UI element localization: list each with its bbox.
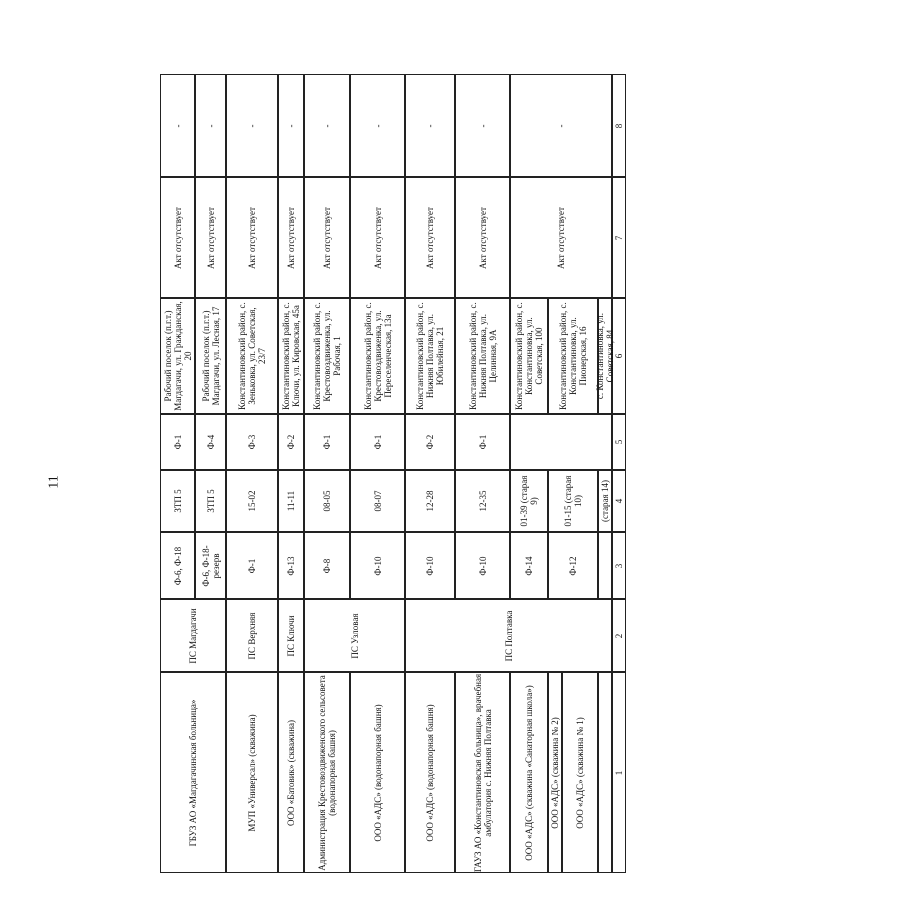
header-cell-8-text: 8 <box>613 123 624 128</box>
substation-poltavka <box>405 599 612 672</box>
address-cell-text: Константиновский район, с. Нижняя Полтавка, ул. Юбилейная, 21 <box>414 302 446 410</box>
tp-cell <box>455 470 510 532</box>
feeder-cell-text: Ф-10 <box>477 555 488 576</box>
note-cell <box>160 74 195 177</box>
consumer-cell <box>455 672 510 873</box>
note-cell <box>405 74 455 177</box>
line-cell <box>160 414 195 470</box>
feeder-cell <box>278 532 304 599</box>
tp-cell-text: 08-07 <box>372 490 383 512</box>
feeder-cell <box>160 532 195 599</box>
tp-cell-text: 12-28 <box>424 490 435 512</box>
note-cell-text: - <box>246 124 257 127</box>
note-cell <box>455 74 510 177</box>
feeder-cell <box>350 532 405 599</box>
substation-cell <box>278 599 304 672</box>
substation-cell-text: ПС Ключи <box>285 615 296 656</box>
consumer-cell-text: ООО «АДС» (водонапорная башня) <box>424 703 435 842</box>
act-cell-text: Акт отсутствует <box>285 206 296 269</box>
note-cell-text: - <box>372 124 383 127</box>
address-cell <box>160 298 195 414</box>
feeder-cell-text: Ф-10 <box>424 555 435 576</box>
address-cell <box>350 298 405 414</box>
act-cell <box>160 177 195 298</box>
line-cell-text: Ф-3 <box>246 434 257 450</box>
consumer-cell-text: ООО «Батовик» (скважина) <box>285 719 296 826</box>
header-cell-7-text: 7 <box>613 235 624 240</box>
consumer-cell <box>562 672 598 873</box>
note-cell-text: - <box>555 124 566 127</box>
consumer-cell <box>405 672 455 873</box>
address-cell-text: Константиновский район, с. Крестовоздвиженка, ул. Рабочая, 1 <box>311 302 343 410</box>
page-number: 11 <box>46 475 62 489</box>
feeder-cell-text: Ф-8 <box>321 558 332 573</box>
header-cell-6-text: 6 <box>613 353 624 359</box>
address-cell-text: Рабочий поселок (п.г.т.) Магдагачи, ул. Лесная, 17 <box>200 306 221 406</box>
header-cell-2-text: 2 <box>613 633 624 638</box>
header-cell-4 <box>612 470 626 532</box>
consumer-cell-text: ООО «АДС» (водонапорная башня) <box>372 703 383 842</box>
substation-poltavka-text: ПС Полтавка <box>503 610 514 661</box>
address-cell-text: с. Константиновка, ул. Советская, 84 <box>594 312 615 400</box>
tp-cell <box>304 470 350 532</box>
act-cell-text: Акт отсутствует <box>246 206 257 269</box>
line-cell <box>350 414 405 470</box>
tp-cell-text: ЗТП 5 <box>172 489 183 513</box>
address-cell <box>226 298 278 414</box>
note-cell <box>226 74 278 177</box>
line-cell-text: Ф-1 <box>477 434 488 450</box>
address-cell <box>594 298 615 414</box>
line-cell-text: Ф-4 <box>205 434 216 450</box>
line-cell <box>510 414 612 470</box>
feeder-cell-text: Ф-13 <box>285 555 296 576</box>
feeder-cell <box>226 532 278 599</box>
feeder-cell <box>304 532 350 599</box>
tp-cell-text: (старая 14) <box>599 480 610 522</box>
note-cell <box>195 74 226 177</box>
consumer-cell-text: ГБУЗ АО «Магдагачинская больница» <box>187 699 198 846</box>
act-cell <box>278 177 304 298</box>
header-cell-5-text: 5 <box>613 439 624 445</box>
line-cell <box>405 414 455 470</box>
consumer-cell-text: ГАУЗ АО «Константиновская больница», врачебная амбулатория с. Нижняя Полтавка <box>472 673 493 872</box>
line-cell-text: Ф-2 <box>285 434 296 450</box>
tp-cell <box>226 470 278 532</box>
line-cell <box>455 414 510 470</box>
note-cell <box>278 74 304 177</box>
address-cell <box>278 298 304 414</box>
note-cell-text: - <box>477 124 488 127</box>
feeder-cell-text: Ф-10 <box>372 555 383 576</box>
act-cell <box>405 177 455 298</box>
substation-uzlovaya-text: ПС Узловая <box>349 612 360 659</box>
tp-cell-text: 11-11 <box>285 490 296 512</box>
header-cell-3-text: 3 <box>613 563 624 568</box>
consumer-cell <box>278 672 304 873</box>
consumer-cell <box>350 672 405 873</box>
feeder-cell <box>548 532 598 599</box>
header-cell-1 <box>612 672 626 873</box>
feeder-cell-text: Ф-1 <box>246 558 257 573</box>
address-cell <box>304 298 350 414</box>
line-cell <box>278 414 304 470</box>
act-cell <box>455 177 510 298</box>
consumer-cell-text: МУП «Универсал» (скважина) <box>246 713 257 832</box>
act-cell-text: Акт отсутствует <box>321 206 332 269</box>
address-cell-text: Константиновский район, с. Константиновка, ул. Советская, 100 <box>513 302 545 410</box>
address-cell-text: Константиновский район, с. Нижняя Полтавка, ул. Целинная, 9А <box>467 302 498 410</box>
address-cell-text: Константиновский район, с. Ключи, ул. Кировская, 45а <box>280 302 301 410</box>
tp-cell <box>405 470 455 532</box>
header-cell-4-text: 4 <box>613 498 624 504</box>
tp-cell-text: 08-05 <box>321 490 332 512</box>
tp-cell-text: 15-02 <box>246 490 257 512</box>
consumer-cell <box>226 672 278 873</box>
tp-cell <box>548 470 598 532</box>
address-cell-text: Константиновский район, с. Крестовоздвиженка, ул. Переселенческая, 13а <box>362 302 393 410</box>
tp-cell <box>195 470 226 532</box>
address-cell <box>405 298 455 414</box>
consumer-cell-text: ООО «АДС» (скважина № 2) <box>549 716 560 829</box>
act-cell <box>350 177 405 298</box>
act-cell <box>510 177 612 298</box>
address-cell <box>455 298 510 414</box>
tp-cell-text: 01-39 (старая 9) <box>518 475 539 527</box>
feeder-cell-text: Ф-6, Ф-18-резерв <box>200 544 221 587</box>
substation-cell-text: ПС Верхняя <box>246 612 257 659</box>
note-cell-text: - <box>285 124 296 127</box>
header-cell-2 <box>612 599 626 672</box>
header-cell-5 <box>612 414 626 470</box>
note-cell-text: - <box>321 124 332 127</box>
note-cell-text: - <box>172 124 183 127</box>
line-cell-text: Ф-1 <box>321 434 332 450</box>
feeder-cell-text: Ф-12 <box>567 555 578 576</box>
address-cell <box>510 298 548 414</box>
consumer-cell <box>510 672 548 873</box>
substation-magdagachi <box>160 599 226 672</box>
act-cell-text: Акт отсутствует <box>205 206 216 269</box>
feeder-cell-text: Ф-6, Ф-18 <box>172 546 183 585</box>
line-cell-text: Ф-2 <box>424 434 435 450</box>
address-cell-text: Константиновский район, с. Зеньковка, ул. Советская, 23/7 <box>236 302 268 410</box>
header-cell-8 <box>612 74 626 177</box>
tp-cell <box>510 470 548 532</box>
consumer-cell-text: ООО «АДС» (скважина № 1) <box>574 716 585 829</box>
tp-cell <box>350 470 405 532</box>
feeder-cell <box>598 532 612 599</box>
tp-cell <box>278 470 304 532</box>
note-cell-text: - <box>424 124 435 127</box>
header-cell-7 <box>612 177 626 298</box>
address-cell-text: Рабочий поселок (п.г.т.) Магдагачи, ул. Гражданская, 20 <box>162 301 193 411</box>
act-cell-text: Акт отсутствует <box>424 206 435 269</box>
address-cell <box>548 298 598 414</box>
feeder-cell-text: Ф-14 <box>523 555 534 576</box>
line-cell <box>195 414 226 470</box>
consumer-cell <box>304 672 350 873</box>
address-cell <box>195 298 226 414</box>
feeder-cell <box>510 532 548 599</box>
note-cell <box>304 74 350 177</box>
tp-cell-text: ЗТП 5 <box>205 489 216 513</box>
feeder-cell <box>405 532 455 599</box>
line-cell <box>226 414 278 470</box>
act-cell <box>195 177 226 298</box>
line-cell-text: Ф-1 <box>172 434 183 450</box>
act-cell-text: Акт отсутствует <box>555 206 566 269</box>
note-cell-text: - <box>205 124 216 127</box>
consumer-cell <box>160 672 226 873</box>
act-cell-text: Акт отсутствует <box>372 206 383 269</box>
substation-magdagachi-text: ПС Магдагачи <box>187 607 198 664</box>
substation-cell <box>226 599 278 672</box>
tp-cell-text: 12-35 <box>477 490 488 512</box>
act-cell <box>226 177 278 298</box>
consumer-cell <box>598 672 612 873</box>
feeder-cell <box>195 532 226 599</box>
tp-cell <box>160 470 195 532</box>
act-cell-text: Акт отсутствует <box>172 206 183 269</box>
note-cell <box>350 74 405 177</box>
tp-cell-text: 01-15 (старая 10) <box>562 475 583 527</box>
header-cell-1-text: 1 <box>613 770 624 775</box>
consumer-cell-text: ООО «АДС» (скважина «Санаторная школа») <box>523 684 534 861</box>
note-cell <box>510 74 612 177</box>
tp-cell <box>598 470 612 532</box>
consumer-cell-text: Администрация Крестовоздвиженского сельсовета (водонапорная башня) <box>316 674 337 871</box>
line-cell <box>304 414 350 470</box>
consumer-cell <box>548 672 562 873</box>
address-cell-text: Константиновский район, с. Константиновка, ул. Пионерская, 16 <box>557 302 589 410</box>
act-cell <box>304 177 350 298</box>
substation-uzlovaya <box>304 599 405 672</box>
act-cell-text: Акт отсутствует <box>477 206 488 269</box>
feeder-cell <box>455 532 510 599</box>
line-cell-text: Ф-1 <box>372 434 383 450</box>
header-cell-3 <box>612 532 626 599</box>
